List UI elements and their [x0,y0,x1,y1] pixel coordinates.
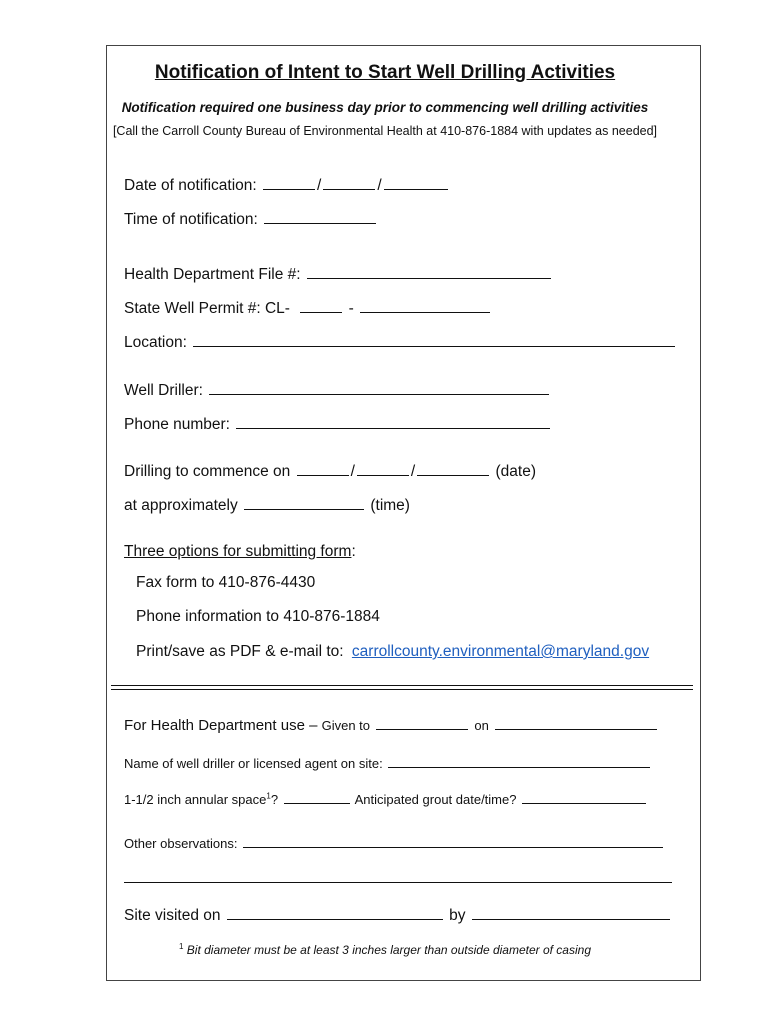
footnote-number: 1 [178,942,184,951]
commence-slash: / [410,463,416,480]
given-to-field[interactable] [376,715,468,730]
date-label: Date of notification: [124,177,257,194]
option-email-label: Print/save as PDF & e-mail to: [136,643,344,660]
date-year-field[interactable] [384,175,448,190]
phone-row [124,414,552,434]
footnote-text: Bit diameter must be at least 3 inches larger than outside diameter of casing [186,943,591,957]
call-note: [Call the Carroll County Bureau of Environmental Health at 410-876-1884 with updates as needed] [112,124,658,138]
commence-row [124,461,536,481]
permit-part2-field[interactable] [360,298,490,313]
agent-label: Name of well driller or licensed agent on site: [124,756,383,771]
approx-label: at approximately [124,497,238,514]
permit-dash: - [348,300,354,317]
driller-field[interactable] [209,380,549,395]
observations-row [124,833,665,851]
file-number-field[interactable] [307,264,551,279]
option-fax: Fax form to 410-876-4430 [136,574,316,591]
time-of-notification-row [124,209,378,229]
grout-field[interactable] [522,789,646,804]
date-slash: / [317,177,322,194]
commence-label: Drilling to commence on [124,463,291,480]
observations-label: Other observations: [124,836,238,851]
commence-year-field[interactable] [417,461,489,476]
location-label: Location: [124,334,187,351]
approx-time-field[interactable] [244,495,364,510]
option-email-row [136,643,649,661]
on-label: on [474,718,489,733]
site-visited-row [124,905,672,925]
date-month-field[interactable] [263,175,315,190]
commence-slash: / [350,463,355,480]
hd-use-row [124,715,659,734]
options-colon: : [351,543,356,560]
observations-extra-line[interactable] [124,882,672,883]
site-visited-label: Site visited on [124,907,221,924]
visited-by-field[interactable] [472,905,670,920]
observations-field[interactable] [243,833,663,848]
agent-row [124,753,652,771]
permit-row [124,298,492,318]
time-label: Time of notification: [124,211,258,228]
file-label: Health Department File #: [124,266,301,283]
agent-field[interactable] [388,753,650,768]
options-heading: Three options for submitting form [124,543,352,560]
date-slash: / [377,177,382,194]
given-to-label: Given to [321,718,371,733]
section-divider [111,685,693,686]
time-field[interactable] [264,209,376,224]
footnote-mark: 1 [266,791,271,801]
permit-part1-field[interactable] [300,298,342,313]
file-number-row [124,264,553,284]
grout-label: Anticipated grout date/time? [354,792,517,807]
driller-row [124,380,551,400]
approx-row [124,495,410,515]
options-heading-row [124,543,356,561]
option-phone: Phone information to 410-876-1884 [136,608,380,625]
location-row [124,332,677,352]
section-divider [111,689,693,690]
annular-question: ? [270,792,279,807]
time-suffix: (time) [370,497,410,514]
location-field[interactable] [193,332,675,347]
form-title: Notification of Intent to Start Well Drilling Activities [154,62,616,83]
annular-row [124,789,648,807]
date-of-notification-row [124,175,450,195]
date-day-field[interactable] [323,175,375,190]
driller-label: Well Driller: [124,382,203,399]
email-link[interactable]: carrollcounty.environmental@maryland.gov [351,643,650,660]
phone-label: Phone number: [124,416,230,433]
commence-day-field[interactable] [357,461,409,476]
commence-month-field[interactable] [297,461,349,476]
annular-label: 1-1/2 inch annular space [124,792,267,807]
by-label: by [449,907,466,924]
footnote [0,942,770,957]
permit-label: State Well Permit #: CL- [124,300,290,317]
phone-field[interactable] [236,414,550,429]
annular-field[interactable] [284,789,350,804]
form-subtitle: Notification required one business day prior to commencing well drilling activities [121,100,649,115]
date-suffix: (date) [495,463,537,480]
given-on-field[interactable] [495,715,657,730]
hd-use-label: For Health Department use – [124,717,318,734]
site-visited-field[interactable] [227,905,443,920]
